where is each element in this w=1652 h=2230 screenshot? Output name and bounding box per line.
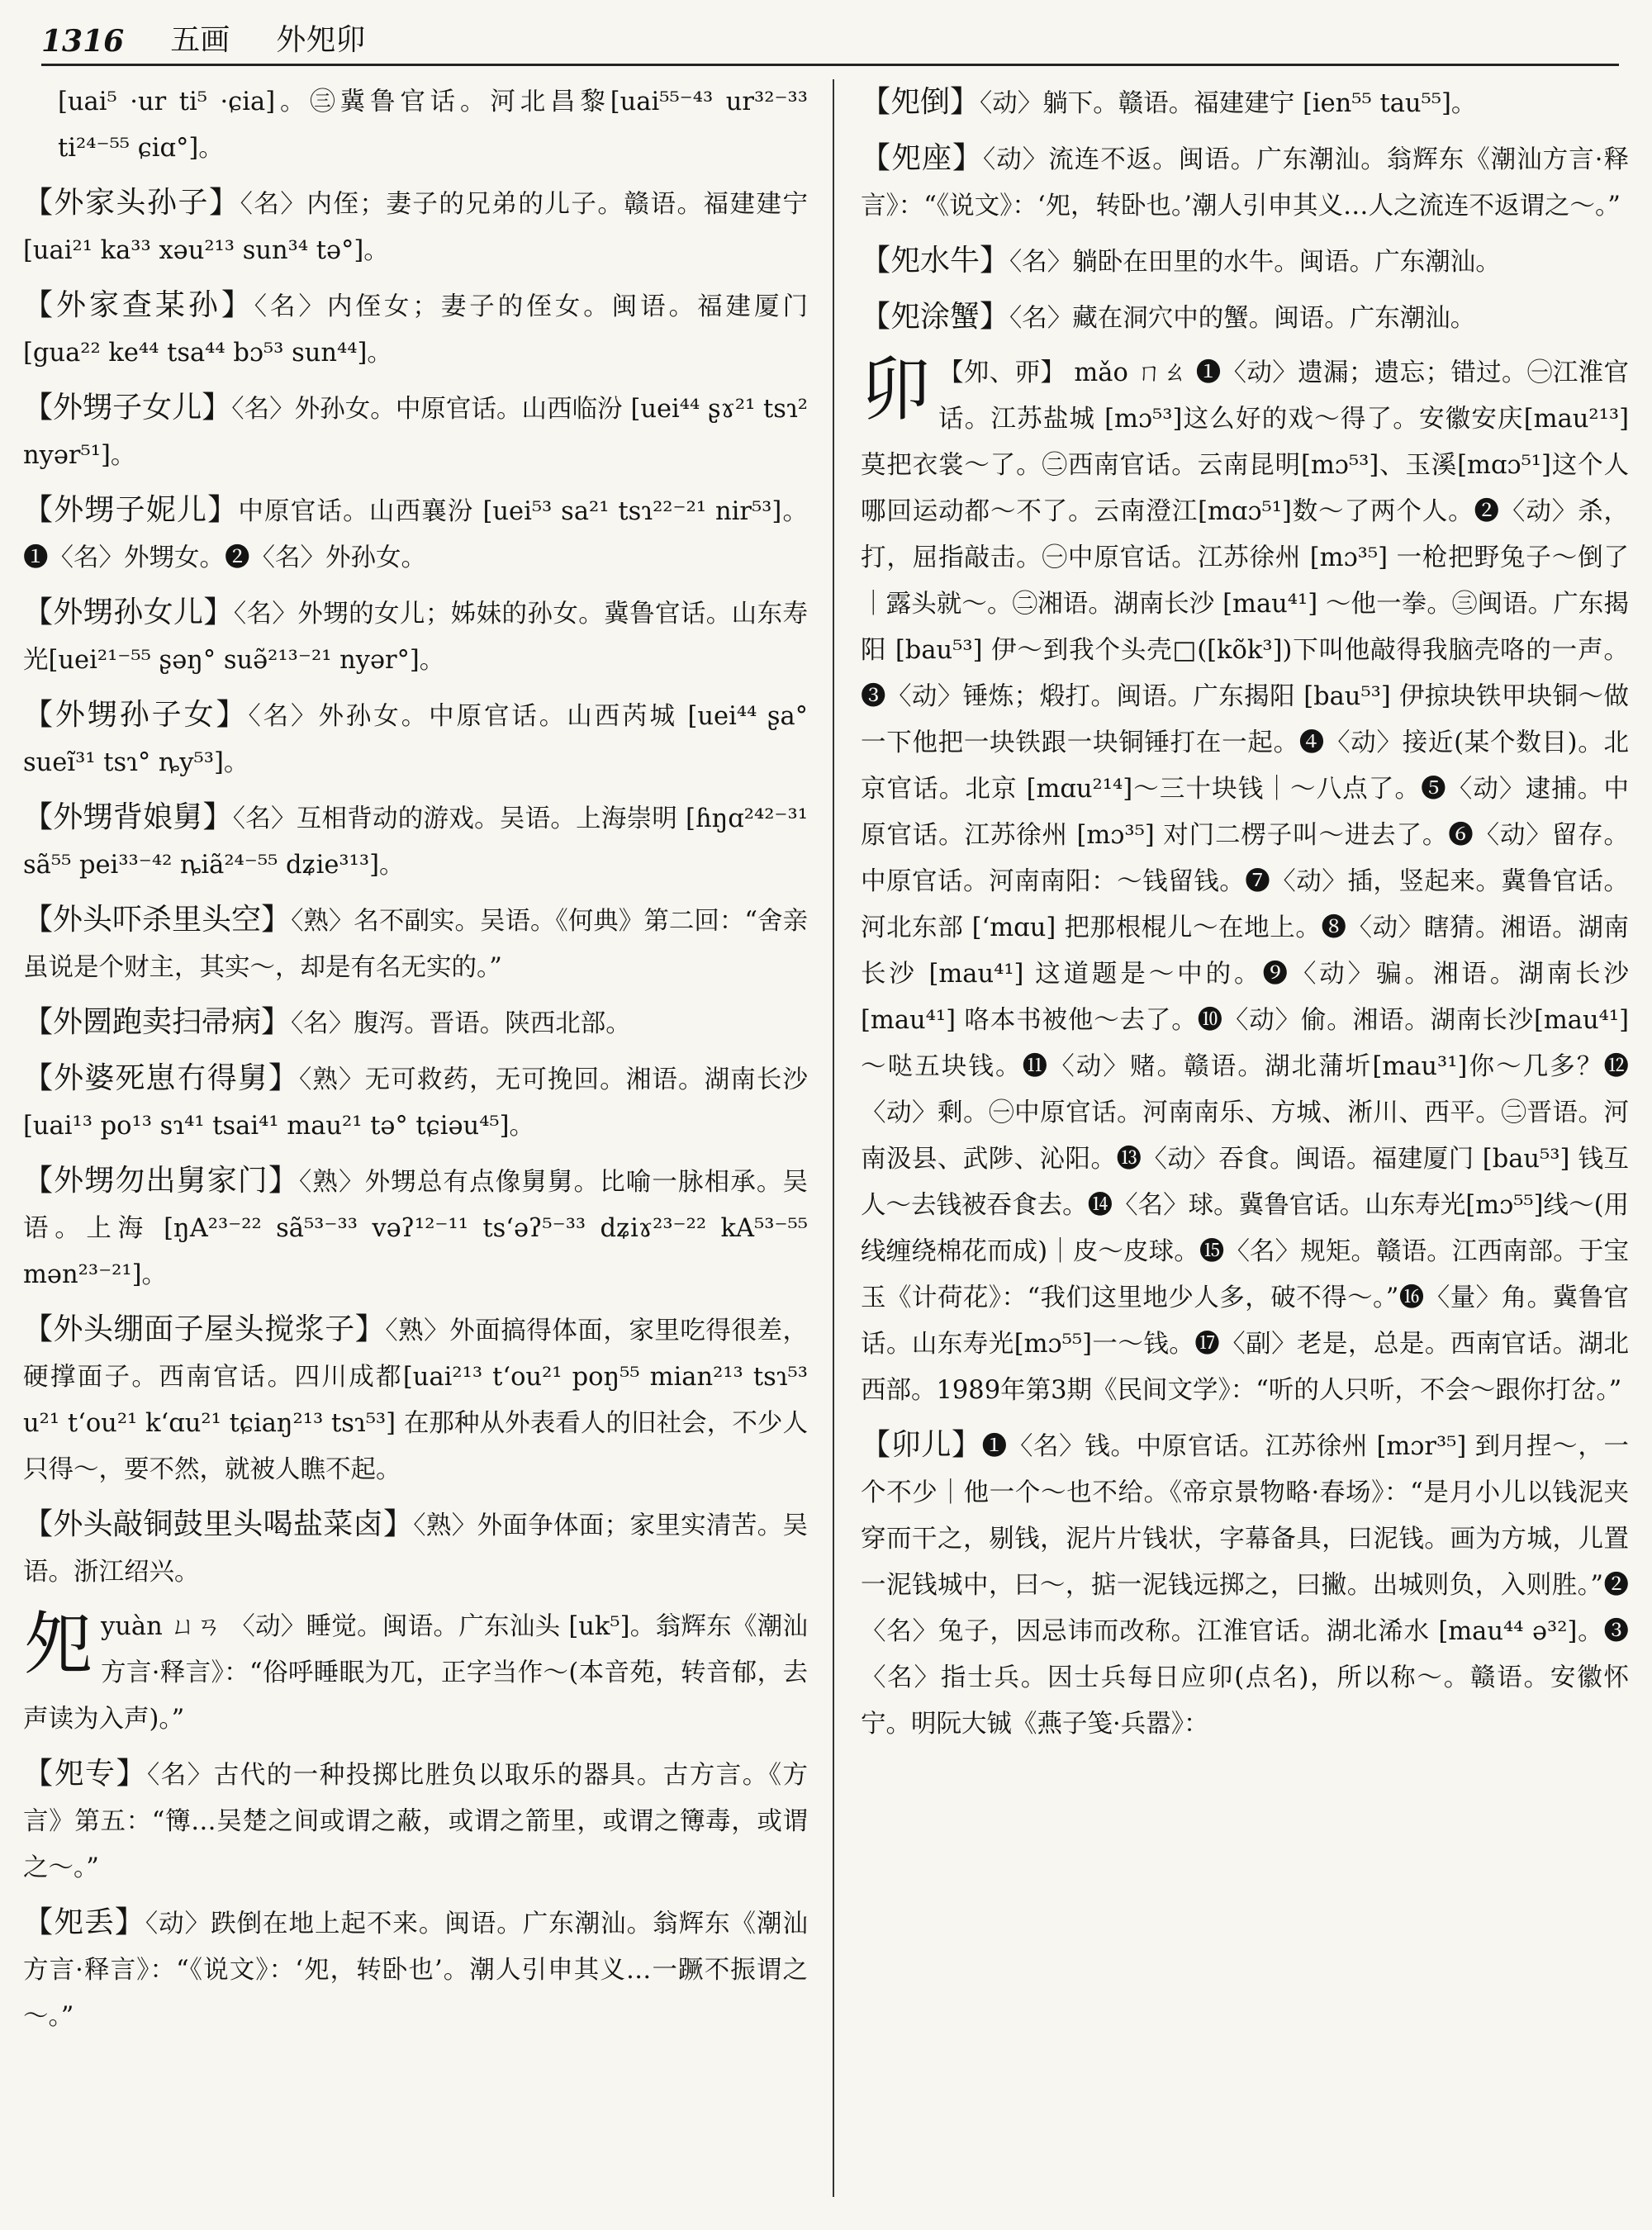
dictionary-entry: [861, 135, 1629, 230]
entry-definition: 〈熟〉无可救药，无可挽回。湘语。湖南长沙 [uai¹³ po¹³ sɿ⁴¹ tsai⁴¹ mau²¹ tə° tɕiəu⁴⁵]。: [23, 1065, 808, 1141]
head-characters: 外夗卯: [276, 23, 366, 57]
entry-definition: ❶〈名〉钱。中原官话。江苏徐州 [mɔr³⁵] 到月捏～，一个不少｜他一个～也不给。《帝京景物略·春场》：“是月小儿以钱泥夹穿而干之，剔钱，泥片片钱状，字幕备具，曰泥钱。画为方城，儿置一泥钱城中，曰～，掂一泥钱远掷之，曰撇。出城则负，入则胜。”❷〈名〉兔子，因忌讳而改称。江淮官话。湖北浠水 [mau⁴⁴ ə³²]。❸〈名〉指士兵。因士兵每日应卯(点名)，所以称～。赣语。安徽怀宁。明阮大铖《燕子笺·兵嚣》：: [861, 1432, 1629, 1739]
entry-headword: 【外甥子女儿】: [23, 391, 232, 425]
dictionary-entry: [23, 385, 808, 479]
dictionary-entry: [23, 1502, 808, 1596]
entry-headword: 【外甥背娘舅】: [23, 800, 233, 834]
entry-headword: 【夗涂蟹】: [861, 300, 1010, 334]
dictionary-entry: [23, 897, 808, 991]
head-character: 夗: [23, 1603, 93, 1684]
entry-definition: 〈名〉内侄；妻子的兄弟的儿子。赣语。福建建宁 [uai²¹ ka³³ xəu²¹³ sun³⁴ tə°]。: [23, 190, 808, 265]
dictionary-entry: [861, 1422, 1629, 1748]
page-number: 1316: [41, 24, 125, 59]
dictionary-entry: [23, 692, 808, 786]
column-divider: [833, 79, 834, 2197]
entry-headword: 【外头敲铜鼓里头喝盐菜卤】: [23, 1507, 414, 1541]
entry-definition: 〈熟〉外甥总有点像舅舅。比喻一脉相承。吴语。上海 [ŋA²³⁻²² sã⁵³⁻³³ vəʔ¹²⁻¹¹ ts‘əʔ⁵⁻³³ dʑiɤ²³⁻²² kA⁵³⁻⁵⁵ mən²³⁻²¹]。: [23, 1168, 808, 1289]
entry-headword: 【卯儿】: [861, 1428, 982, 1462]
dictionary-entry: [861, 350, 1629, 1414]
entry-headword: 【夗倒】: [861, 85, 980, 119]
entry-headword: 【夗专】: [23, 1757, 147, 1791]
dictionary-entry: [23, 1158, 808, 1298]
entry-definition: 〈熟〉外面争体面；家里实清苦。吴语。浙江绍兴。: [23, 1511, 808, 1587]
entry-definition: 〈名〉躺卧在田里的水牛。闽语。广东潮汕。: [1009, 248, 1501, 277]
entry-definition: 中原官话。山西襄汾 [uei⁵³ sa²¹ tsɿ²²⁻²¹ nir⁵³]。❶〈名〉外甥女。❷〈名〉外孙女。: [23, 497, 808, 572]
entry-definition: 〈动〉躺下。赣语。福建建宁 [ien⁵⁵ tau⁵⁵]。: [980, 89, 1477, 118]
page-header: [41, 18, 1619, 66]
dictionary-entry: [23, 1900, 808, 2040]
entry-headword: 【外甥勿出舅家门】: [23, 1164, 300, 1198]
entry-headword: 【夗丢】: [23, 1905, 145, 1939]
dictionary-entry: [861, 294, 1629, 342]
dictionary-entry: [861, 238, 1629, 286]
entry-definition: [uai⁵ ·ur ti⁵ ·ɕia]。㊂冀鲁官话。河北昌黎[uai⁵⁵⁻⁴³ ur³²⁻³³ ti²⁴⁻⁵⁵ ɕiɑ°]。: [58, 88, 808, 163]
dictionary-entry: [23, 282, 808, 377]
dictionary-entry: [23, 487, 808, 581]
dictionary-entry: [23, 795, 808, 889]
entry-headword: 【外甥子妮儿】: [23, 493, 239, 527]
entry-definition: 〈名〉外孙女。中原官话。山西芮城 [uei⁴⁴ ʂa° sueĩ³¹ tsɿ° ȵy⁵³]。: [23, 702, 808, 777]
entry-headword: 【外头绷面子屋头搅浆子】: [23, 1312, 386, 1346]
entry-definition: 〈名〉古代的一种投掷比胜负以取乐的器具。古方言。《方言》第五：“簙…吴楚之间或谓之蔽，或谓之箭里，或谓之簙毒，或谓之～。”: [23, 1761, 808, 1882]
entry-continuation: [23, 79, 808, 172]
dictionary-entry: [23, 1604, 808, 1743]
right-column: [861, 79, 1629, 2205]
dictionary-entry: [23, 1751, 808, 1891]
entry-headword: 【外圐跑卖扫帚病】: [23, 1005, 292, 1039]
entry-headword: 【外家查某孙】: [23, 288, 254, 322]
stroke-count-label: 五画: [170, 23, 230, 57]
dictionary-entry: [23, 1056, 808, 1150]
entry-definition: 〈名〉外孙女。中原官话。山西临汾 [uei⁴⁴ ʂɤ²¹ tsɿ² nyər⁵¹]。: [23, 395, 808, 470]
entry-definition: 〈动〉跌倒在地上起不来。闽语。广东潮汕。翁辉东《潮汕方言·释言》：“《说文》：‘夗，转卧也’。潮人引申其义…一蹶不振谓之～。”: [23, 1910, 808, 2031]
dictionary-entry: [23, 590, 808, 684]
entry-headword: 【外甥孙子女】: [23, 698, 249, 732]
entry-definition: 〈名〉互相背动的游戏。吴语。上海崇明 [ɦŋɑ²⁴²⁻³¹ sã⁵⁵ pei³³⁻⁴² ȵiã²⁴⁻⁵⁵ dʑie³¹³]。: [23, 804, 808, 880]
entry-headword: 【夗座】: [861, 141, 984, 175]
entry-headword: 【外头吓杀里头空】: [23, 903, 292, 937]
entry-headword: 【外家头孙子】: [23, 186, 240, 220]
entry-definition: 〈名〉外甥的女儿；姊妹的孙女。冀鲁官话。山东寿光[uei²¹⁻⁵⁵ ʂəŋ° suə̃²¹³⁻²¹ nyər°]。: [23, 600, 808, 675]
entry-definition: yuàn ㄩㄢ 〈动〉睡觉。闽语。广东汕头 [uk⁵]。翁辉东《潮汕方言·释言》：“俗呼睡眠为兀，正字当作～(本音苑，转音郁，去声读为入声)。”: [23, 1612, 808, 1734]
entry-definition: 〈名〉藏在洞穴中的蟹。闽语。广东潮汕。: [1009, 304, 1476, 333]
head-character: 卯: [861, 349, 931, 430]
entry-definition: 【夘、丣】 mǎo ㄇㄠ ❶〈动〉遗漏；遗忘；错过。㊀江淮官话。江苏盐城 [mɔ⁵³]这么好的戏～得了。安徽安庆[mau²¹³]莫把衣裳～了。㊁西南官话。云南昆明[mɔ⁵³]、玉溪[mɑɔ⁵¹]这个人哪回运动都～不了。云南澄江[mɑɔ⁵¹]数～了两个人。❷〈动〉杀，打，屈指敲击。㊀中原官话。江苏徐州 [mɔ³⁵] 一枪把野兔子～倒了｜露头就～。㊁湘语。湖南长沙 [mau⁴¹] ～他一拳。㊂闽语。广东揭阳 [bau⁵³] 伊～到我个头壳□([kõk³])下叫他敲得我脑壳咯的一声。❸〈动〉锤炼；煅打。闽语。广东揭阳 [bau⁵³] 伊掠块铁甲块铜～做一下他把一块铁跟一块铜锤打在一起。❹〈动〉接近(某个数目)。北京官话。北京 [mɑu²¹⁴]～三十块钱｜～八点了。❺〈动〉逮捕。中原官话。江苏徐州 [mɔ³⁵] 对门二楞子叫～进去了。❻〈动〉留存。中原官话。河南南阳：～钱留钱。❼〈动〉插，竖起来。冀鲁官话。河北东部 [‘mɑu] 把那根棍儿～在地上。❽〈动〉瞎猜。湘语。湖南长沙 [mau⁴¹] 这道题是～中的。❾〈动〉骗。湘语。湖南长沙[mau⁴¹] 咯本书被他～去了。❿〈动〉偷。湘语。湖南长沙[mau⁴¹]～哒五块钱。⓫〈动〉赌。赣语。湖北蒲圻[mau³¹]你～几多？⓬〈动〉剩。㊀中原官话。河南南乐、方城、淅川、西平。㊁晋语。河南汲县、武陟、沁阳。⓭〈动〉吞食。闽语。福建厦门 [bau⁵³] 钱互人～去钱被吞食去。⓮〈名〉球。冀鲁官话。山东寿光[mɔ⁵⁵]线～(用线缠绕棉花而成)｜皮～皮球。⓯〈名〉规矩。赣语。江西南部。于宝玉《计荷花》：“我们这里地少人多，破不得～。”⓰〈量〉角。冀鲁官话。山东寿光[mɔ⁵⁵]一～钱。⓱〈副〉老是，总是。西南官话。湖北西部。1989年第3期《民间文学》：“听的人只听，不会～跟你打岔。”: [861, 358, 1629, 1405]
dictionary-entry: [23, 1307, 808, 1493]
entry-definition: 〈名〉内侄女；妻子的侄女。闽语。福建厦门 [gua²² ke⁴⁴ tsa⁴⁴ bɔ⁵³ sun⁴⁴]。: [23, 292, 808, 368]
left-column: [23, 79, 808, 2205]
dictionary-entry: [23, 180, 808, 274]
entry-definition: 〈熟〉外面搞得体面，家里吃得很差，硬撑面子。西南官话。四川成都[uai²¹³ t‘ou²¹ poŋ⁵⁵ mian²¹³ tsɿ⁵³ u²¹ t‘ou²¹ k‘ɑu²¹ tɕiaŋ²¹³ tsɿ⁵³] 在那种从外表看人的旧社会，不少人只得～，要不然，就被人瞧不起。: [23, 1317, 808, 1484]
dictionary-entry: [23, 999, 808, 1047]
entry-headword: 【外甥孙女儿】: [23, 595, 234, 629]
entry-definition: 〈熟〉名不副实。吴语。《何典》第二回：“舍亲虽说是个财主，其实～，却是有名无实的。”: [23, 907, 808, 982]
entry-headword: 【外婆死崽冇得舅】: [23, 1061, 300, 1095]
entry-definition: 〈名〉腹泻。晋语。陕西北部。: [291, 1009, 631, 1038]
entry-headword: 【夗水牛】: [861, 244, 1010, 278]
entry-definition: 〈动〉流连不返。闽语。广东潮汕。翁辉东《潮汕方言·释言》：“《说文》：‘夗，转卧也。’潮人引申其义…人之流连不返谓之～。”: [861, 145, 1629, 221]
dictionary-entry: [861, 79, 1629, 127]
